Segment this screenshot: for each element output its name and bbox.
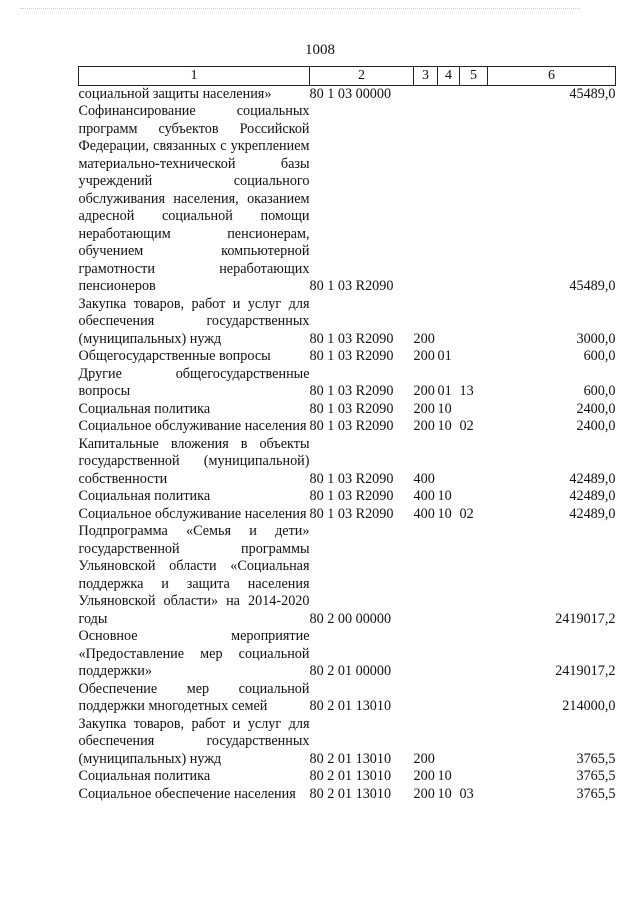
table-row — [79, 296, 616, 349]
row-code: 80 2 00 00000 — [309, 610, 392, 627]
row-amount: 42489,0 — [569, 505, 616, 522]
row-subsection — [460, 296, 488, 349]
table-row — [79, 681, 616, 716]
row-name: Социальная политика — [78, 488, 211, 504]
row-code: 80 2 01 13010 — [309, 768, 392, 784]
row-subsection: 13 — [459, 383, 474, 399]
row-subsection: 03 — [459, 785, 474, 802]
row-subsection: 02 — [459, 418, 474, 434]
header-col-2: 2 — [310, 67, 414, 86]
row-code: 80 1 03 R2090 — [309, 348, 394, 364]
scan-artifact-line — [20, 8, 580, 11]
row-section: 10 — [437, 400, 452, 417]
table-row — [79, 418, 616, 436]
table-body — [79, 85, 616, 803]
row-amount: 2419017,2 — [555, 610, 616, 627]
row-expense-type: 200 — [413, 768, 435, 784]
row-section — [438, 628, 460, 681]
row-amount: 2400,0 — [576, 400, 616, 417]
row-section — [438, 85, 460, 103]
row-amount: 42489,0 — [569, 488, 616, 504]
table-row — [79, 768, 616, 786]
row-name: Закупка товаров, работ и услуг для обеспечения государственных (муниципальных) нужд — [78, 295, 310, 347]
row-amount: 45489,0 — [569, 85, 616, 102]
row-code: 80 1 03 R2090 — [309, 330, 394, 347]
table-row — [79, 103, 616, 296]
row-amount: 42489,0 — [569, 470, 616, 487]
table-row — [79, 506, 616, 524]
row-amount: 600,0 — [583, 348, 616, 364]
row-code: 80 1 03 R2090 — [309, 418, 394, 434]
row-subsection — [460, 681, 488, 716]
row-code: 80 2 01 00000 — [309, 663, 392, 679]
row-subsection — [460, 401, 488, 419]
row-amount: 214000,0 — [562, 698, 616, 714]
row-name: Социальная политика — [78, 400, 211, 417]
row-expense-type — [414, 85, 438, 103]
row-subsection — [460, 103, 488, 296]
row-section: 10 — [437, 768, 452, 784]
table-header-row — [79, 67, 616, 86]
table-row — [79, 348, 616, 366]
row-section — [438, 523, 460, 628]
page-number: 1008 — [305, 42, 335, 58]
row-expense-type — [414, 103, 438, 296]
row-expense-type: 200 — [413, 785, 435, 802]
row-expense-type: 200 — [413, 418, 435, 434]
table-row — [79, 523, 616, 628]
row-section — [438, 716, 460, 769]
row-name: Другие общегосударственные вопросы — [78, 365, 310, 399]
row-expense-type — [414, 523, 438, 628]
header-col-4: 4 — [438, 67, 460, 86]
row-amount: 45489,0 — [569, 278, 616, 294]
row-amount: 3765,5 — [576, 750, 616, 767]
row-code: 80 1 03 R2090 — [309, 383, 394, 399]
row-amount: 3765,5 — [576, 785, 616, 802]
row-name: социальной защиты населения» — [78, 85, 272, 102]
row-subsection — [460, 523, 488, 628]
row-code: 80 1 03 R2090 — [309, 470, 394, 487]
row-name: Обеспечение мер социальной поддержки многодетных семей — [78, 680, 310, 714]
row-expense-type: 200 — [413, 383, 435, 399]
row-name: Социальное обслуживание населения — [78, 505, 307, 522]
row-expense-type: 400 — [413, 505, 435, 522]
table-row — [79, 716, 616, 769]
row-subsection — [460, 85, 488, 103]
row-amount: 2419017,2 — [555, 663, 616, 679]
table-row — [79, 401, 616, 419]
table-row — [79, 786, 616, 804]
table-row — [79, 85, 616, 103]
row-subsection — [460, 768, 488, 786]
row-subsection — [460, 348, 488, 366]
row-amount: 3000,0 — [576, 330, 616, 347]
row-code: 80 1 03 00000 — [309, 85, 392, 102]
table-row — [79, 436, 616, 489]
row-section: 01 — [437, 348, 452, 364]
row-code: 80 2 01 13010 — [309, 785, 392, 802]
row-section — [438, 103, 460, 296]
row-code: 80 2 01 13010 — [309, 698, 392, 714]
row-name: Подпрограмма «Семья и дети» государственной программы Ульяновской области «Социальная поддержка и защита населения Ульяновской области» на 2014-2020 годы — [78, 523, 310, 627]
row-section: 01 — [437, 383, 452, 399]
row-section: 10 — [437, 785, 452, 802]
table-row — [79, 488, 616, 506]
row-subsection — [460, 716, 488, 769]
header-col-5: 5 — [460, 67, 488, 86]
row-expense-type: 200 — [413, 750, 435, 767]
row-code: 80 2 01 13010 — [309, 750, 392, 767]
row-section — [438, 296, 460, 349]
row-subsection — [460, 436, 488, 489]
row-amount: 600,0 — [583, 383, 616, 399]
row-expense-type: 200 — [413, 330, 435, 347]
row-name: Социальная политика — [78, 768, 211, 784]
row-section — [438, 436, 460, 489]
row-name: Закупка товаров, работ и услуг для обеспечения государственных (муниципальных) нужд — [78, 715, 310, 767]
row-expense-type: 200 — [413, 400, 435, 417]
row-code: 80 1 03 R2090 — [309, 278, 394, 294]
row-name: Капитальные вложения в объекты государственной (муниципальной) собственности — [78, 435, 310, 487]
row-name: Общегосударственные вопросы — [78, 348, 271, 364]
row-code: 80 1 03 R2090 — [309, 400, 394, 417]
row-subsection — [460, 628, 488, 681]
table-row — [79, 366, 616, 401]
row-section: 10 — [437, 418, 452, 434]
row-expense-type — [414, 681, 438, 716]
row-subsection — [460, 488, 488, 506]
row-amount: 3765,5 — [576, 768, 616, 784]
header-col-3: 3 — [414, 67, 438, 86]
table-row — [79, 628, 616, 681]
row-expense-type: 400 — [413, 488, 435, 504]
budget-table — [78, 66, 616, 803]
row-expense-type — [414, 628, 438, 681]
row-section: 10 — [437, 488, 452, 504]
row-code: 80 1 03 R2090 — [309, 505, 394, 522]
row-section: 10 — [437, 505, 452, 522]
row-code: 80 1 03 R2090 — [309, 488, 394, 504]
header-col-6: 6 — [488, 67, 616, 86]
row-subsection: 02 — [459, 505, 474, 522]
row-name: Социальное обслуживание населения — [78, 418, 307, 434]
header-col-1: 1 — [79, 67, 310, 86]
row-name: Социальное обеспечение населения — [78, 785, 296, 802]
row-expense-type: 400 — [413, 470, 435, 487]
row-section — [438, 681, 460, 716]
row-expense-type: 200 — [413, 348, 435, 364]
row-amount: 2400,0 — [576, 418, 616, 434]
row-name: Основное мероприятие «Предоставление мер социальной поддержки» — [78, 628, 310, 679]
row-name: Софинансирование социальных программ субъектов Российской Федерации, связанных с укреплением материально-технической базы учреждений социального обслуживания населения, оказанием адресной социальной помощи неработающим пенсионерам, обучением компьютерной грамотности неработающих пенсионеров — [78, 103, 310, 294]
